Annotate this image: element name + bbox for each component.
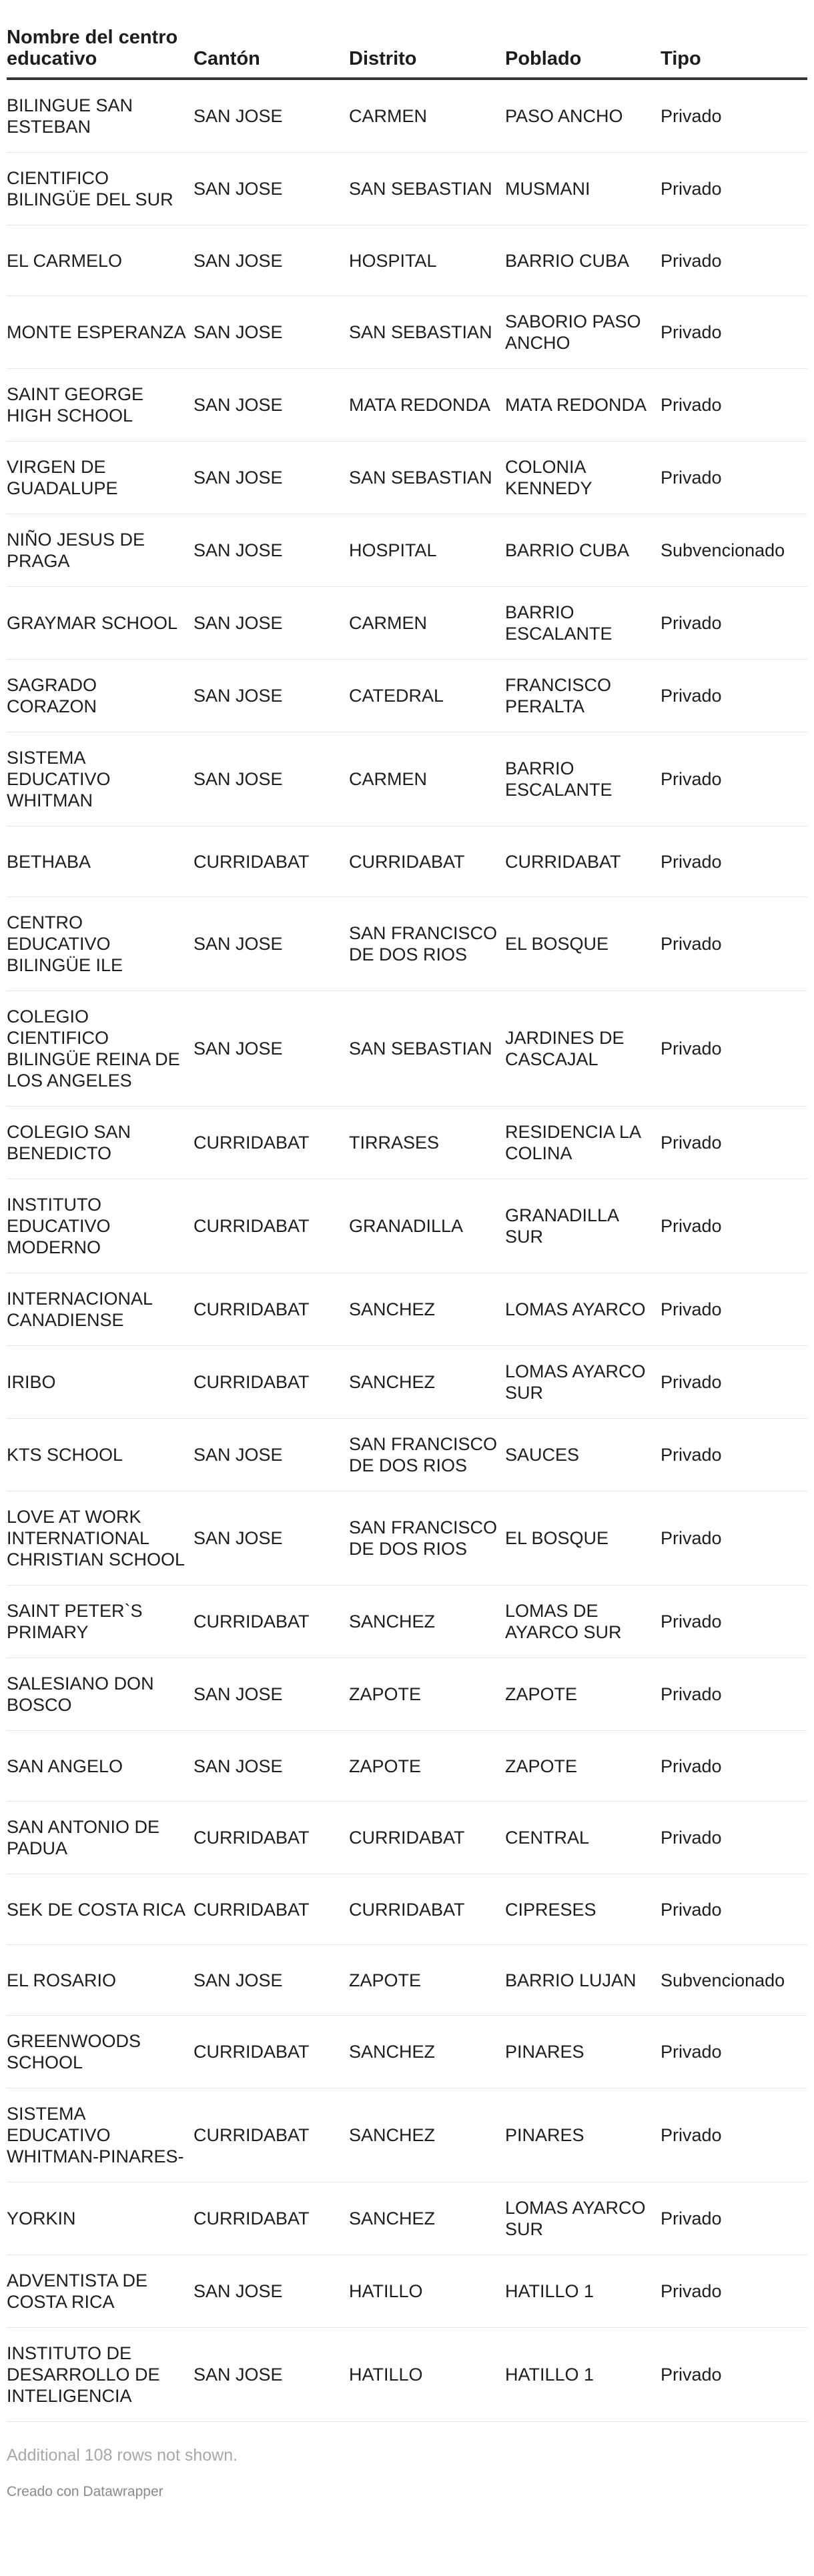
cell-tipo: Privado xyxy=(661,587,807,660)
cell-tipo: Privado xyxy=(661,1491,807,1585)
table-row xyxy=(7,369,807,442)
cell-canton: SAN JOSE xyxy=(193,2328,349,2422)
table-row xyxy=(7,2328,807,2422)
cell-canton: SAN JOSE xyxy=(193,991,349,1107)
table-row xyxy=(7,1491,807,1585)
table-row xyxy=(7,732,807,826)
cell-nombre: COLEGIO SAN BENEDICTO xyxy=(7,1107,193,1179)
table-row xyxy=(7,442,807,514)
cell-tipo: Privado xyxy=(661,1731,807,1802)
cell-canton: CURRIDABAT xyxy=(193,826,349,897)
cell-distrito: MATA REDONDA xyxy=(349,369,505,442)
table-row xyxy=(7,1658,807,1731)
cell-canton: CURRIDABAT xyxy=(193,1874,349,1945)
cell-distrito: CURRIDABAT xyxy=(349,826,505,897)
cell-distrito: SANCHEZ xyxy=(349,2016,505,2088)
cell-nombre: GRAYMAR SCHOOL xyxy=(7,587,193,660)
cell-nombre: SAN ANGELO xyxy=(7,1731,193,1802)
table-row xyxy=(7,2016,807,2088)
cell-tipo: Subvencionado xyxy=(661,514,807,587)
cell-tipo: Privado xyxy=(661,369,807,442)
column-header-poblado[interactable]: Poblado xyxy=(505,27,661,79)
cell-nombre: CIENTIFICO BILINGÜE DEL SUR xyxy=(7,153,193,225)
cell-nombre: KTS SCHOOL xyxy=(7,1419,193,1491)
cell-canton: SAN JOSE xyxy=(193,1658,349,1731)
cell-canton: SAN JOSE xyxy=(193,1491,349,1585)
cell-nombre: LOVE AT WORK INTERNATIONAL CHRISTIAN SCHOOL xyxy=(7,1491,193,1585)
cell-canton: SAN JOSE xyxy=(193,514,349,587)
cell-distrito: CARMEN xyxy=(349,587,505,660)
cell-distrito: ZAPOTE xyxy=(349,1731,505,1802)
cell-poblado: RESIDENCIA LA COLINA xyxy=(505,1107,661,1179)
cell-distrito: CURRIDABAT xyxy=(349,1802,505,1874)
cell-poblado: CURRIDABAT xyxy=(505,826,661,897)
cell-poblado: ZAPOTE xyxy=(505,1731,661,1802)
table-row xyxy=(7,1585,807,1658)
cell-nombre: NIÑO JESUS DE PRAGA xyxy=(7,514,193,587)
cell-distrito: SAN FRANCISCO DE DOS RIOS xyxy=(349,1419,505,1491)
cell-distrito: HOSPITAL xyxy=(349,225,505,296)
cell-tipo: Subvencionado xyxy=(661,1945,807,2016)
cell-poblado: CENTRAL xyxy=(505,1802,661,1874)
cell-nombre: SISTEMA EDUCATIVO WHITMAN xyxy=(7,732,193,826)
cell-poblado: BARRIO ESCALANTE xyxy=(505,732,661,826)
table-row xyxy=(7,1179,807,1273)
cell-nombre: EL CARMELO xyxy=(7,225,193,296)
cell-nombre: COLEGIO CIENTIFICO BILINGÜE REINA DE LOS ANGELES xyxy=(7,991,193,1107)
cell-poblado: BARRIO ESCALANTE xyxy=(505,587,661,660)
cell-poblado: GRANADILLA SUR xyxy=(505,1179,661,1273)
table-row xyxy=(7,897,807,991)
cell-poblado: LOMAS AYARCO xyxy=(505,1273,661,1346)
table-row xyxy=(7,2088,807,2182)
cell-nombre: INSTITUTO DE DESARROLLO DE INTELIGENCIA xyxy=(7,2328,193,2422)
datawrapper-credit: Creado con Datawrapper xyxy=(7,2484,163,2499)
cell-canton: SAN JOSE xyxy=(193,732,349,826)
cell-distrito: ZAPOTE xyxy=(349,1658,505,1731)
cell-canton: CURRIDABAT xyxy=(193,1802,349,1874)
cell-nombre: MONTE ESPERANZA xyxy=(7,296,193,369)
cell-canton: SAN JOSE xyxy=(193,660,349,732)
cell-nombre: SEK DE COSTA RICA xyxy=(7,1874,193,1945)
datawrapper-table-widget xyxy=(0,27,801,2500)
table-row xyxy=(7,1419,807,1491)
cell-poblado: JARDINES DE CASCAJAL xyxy=(505,991,661,1107)
cell-nombre: SAINT PETER`S PRIMARY xyxy=(7,1585,193,1658)
cell-tipo: Privado xyxy=(661,1419,807,1491)
cell-poblado: LOMAS DE AYARCO SUR xyxy=(505,1585,661,1658)
cell-canton: SAN JOSE xyxy=(193,442,349,514)
cell-canton: SAN JOSE xyxy=(193,225,349,296)
cell-canton: SAN JOSE xyxy=(193,296,349,369)
table-row xyxy=(7,1107,807,1179)
cell-tipo: Privado xyxy=(661,1874,807,1945)
cell-nombre: VIRGEN DE GUADALUPE xyxy=(7,442,193,514)
cell-distrito: SANCHEZ xyxy=(349,1273,505,1346)
cell-tipo: Privado xyxy=(661,2088,807,2182)
cell-canton: SAN JOSE xyxy=(193,2255,349,2328)
table-row xyxy=(7,2255,807,2328)
cell-tipo: Privado xyxy=(661,732,807,826)
cell-canton: SAN JOSE xyxy=(193,369,349,442)
cell-tipo: Privado xyxy=(661,1802,807,1874)
cell-tipo: Privado xyxy=(661,1179,807,1273)
cell-tipo: Privado xyxy=(661,1107,807,1179)
table-row xyxy=(7,587,807,660)
cell-poblado: LOMAS AYARCO SUR xyxy=(505,1346,661,1419)
table-row xyxy=(7,660,807,732)
table-row xyxy=(7,1945,807,2016)
cell-poblado: FRANCISCO PERALTA xyxy=(505,660,661,732)
table-row xyxy=(7,1731,807,1802)
cell-canton: CURRIDABAT xyxy=(193,1346,349,1419)
cell-poblado: PINARES xyxy=(505,2088,661,2182)
cell-tipo: Privado xyxy=(661,2016,807,2088)
cell-poblado: SAUCES xyxy=(505,1419,661,1491)
cell-distrito: SANCHEZ xyxy=(349,1346,505,1419)
cell-tipo: Privado xyxy=(661,1585,807,1658)
cell-canton: CURRIDABAT xyxy=(193,2182,349,2255)
cell-tipo: Privado xyxy=(661,225,807,296)
cell-poblado: BARRIO LUJAN xyxy=(505,1945,661,2016)
cell-distrito: TIRRASES xyxy=(349,1107,505,1179)
cell-poblado: BARRIO CUBA xyxy=(505,514,661,587)
cell-nombre: ADVENTISTA DE COSTA RICA xyxy=(7,2255,193,2328)
cell-poblado: MATA REDONDA xyxy=(505,369,661,442)
table-row xyxy=(7,1874,807,1945)
cell-canton: SAN JOSE xyxy=(193,153,349,225)
cell-poblado: HATILLO 1 xyxy=(505,2328,661,2422)
table-row xyxy=(7,296,807,369)
cell-distrito: SAN SEBASTIAN xyxy=(349,296,505,369)
cell-nombre: SISTEMA EDUCATIVO WHITMAN-PINARES- xyxy=(7,2088,193,2182)
cell-distrito: SAN FRANCISCO DE DOS RIOS xyxy=(349,897,505,991)
cell-canton: CURRIDABAT xyxy=(193,2088,349,2182)
cell-distrito: GRANADILLA xyxy=(349,1179,505,1273)
cell-tipo: Privado xyxy=(661,826,807,897)
cell-canton: SAN JOSE xyxy=(193,897,349,991)
cell-distrito: CURRIDABAT xyxy=(349,1874,505,1945)
cell-canton: SAN JOSE xyxy=(193,587,349,660)
cell-distrito: HOSPITAL xyxy=(349,514,505,587)
cell-nombre: SAN ANTONIO DE PADUA xyxy=(7,1802,193,1874)
cell-nombre: INTERNACIONAL CANADIENSE xyxy=(7,1273,193,1346)
cell-distrito: HATILLO xyxy=(349,2328,505,2422)
cell-canton: CURRIDABAT xyxy=(193,1107,349,1179)
table-row xyxy=(7,826,807,897)
cell-nombre: YORKIN xyxy=(7,2182,193,2255)
cell-tipo: Privado xyxy=(661,991,807,1107)
cell-nombre: BETHABA xyxy=(7,826,193,897)
cell-nombre: SAGRADO CORAZON xyxy=(7,660,193,732)
cell-tipo: Privado xyxy=(661,897,807,991)
cell-tipo: Privado xyxy=(661,2182,807,2255)
cell-canton: CURRIDABAT xyxy=(193,2016,349,2088)
table-header xyxy=(7,27,807,79)
cell-poblado: COLONIA KENNEDY xyxy=(505,442,661,514)
cell-tipo: Privado xyxy=(661,2328,807,2422)
table-row xyxy=(7,153,807,225)
cell-distrito: HATILLO xyxy=(349,2255,505,2328)
cell-canton: SAN JOSE xyxy=(193,1419,349,1491)
cell-canton: CURRIDABAT xyxy=(193,1273,349,1346)
cell-poblado: EL BOSQUE xyxy=(505,1491,661,1585)
cell-poblado: EL BOSQUE xyxy=(505,897,661,991)
column-header-nombre[interactable]: Nombre del centro educativo xyxy=(7,27,193,79)
table-row xyxy=(7,1346,807,1419)
cell-tipo: Privado xyxy=(661,2255,807,2328)
table-body xyxy=(7,79,807,2422)
cell-distrito: SANCHEZ xyxy=(349,1585,505,1658)
table-row xyxy=(7,1802,807,1874)
cell-poblado: PINARES xyxy=(505,2016,661,2088)
cell-tipo: Privado xyxy=(661,153,807,225)
cell-tipo: Privado xyxy=(661,79,807,153)
cell-distrito: SAN SEBASTIAN xyxy=(349,991,505,1107)
cell-distrito: CARMEN xyxy=(349,732,505,826)
column-header-distrito[interactable]: Distrito xyxy=(349,27,505,79)
cell-nombre: GREENWOODS SCHOOL xyxy=(7,2016,193,2088)
header-row xyxy=(7,27,807,79)
cell-tipo: Privado xyxy=(661,296,807,369)
cell-distrito: SANCHEZ xyxy=(349,2182,505,2255)
table-row xyxy=(7,225,807,296)
column-header-canton[interactable]: Cantón xyxy=(193,27,349,79)
cell-poblado: LOMAS AYARCO SUR xyxy=(505,2182,661,2255)
cell-distrito: CARMEN xyxy=(349,79,505,153)
cell-canton: CURRIDABAT xyxy=(193,1179,349,1273)
schools-table xyxy=(7,27,807,2422)
table-row xyxy=(7,991,807,1107)
table-row xyxy=(7,2182,807,2255)
cell-poblado: HATILLO 1 xyxy=(505,2255,661,2328)
cell-poblado: SABORIO PASO ANCHO xyxy=(505,296,661,369)
rows-not-shown-note: Additional 108 rows not shown. xyxy=(7,2446,238,2465)
table-row xyxy=(7,514,807,587)
cell-canton: SAN JOSE xyxy=(193,1731,349,1802)
cell-tipo: Privado xyxy=(661,1658,807,1731)
cell-nombre: CENTRO EDUCATIVO BILINGÜE ILE xyxy=(7,897,193,991)
table-row xyxy=(7,79,807,153)
cell-tipo: Privado xyxy=(661,442,807,514)
cell-nombre: SAINT GEORGE HIGH SCHOOL xyxy=(7,369,193,442)
cell-nombre: EL ROSARIO xyxy=(7,1945,193,2016)
cell-poblado: BARRIO CUBA xyxy=(505,225,661,296)
cell-canton: SAN JOSE xyxy=(193,79,349,153)
cell-distrito: ZAPOTE xyxy=(349,1945,505,2016)
cell-tipo: Privado xyxy=(661,1346,807,1419)
cell-tipo: Privado xyxy=(661,1273,807,1346)
cell-poblado: ZAPOTE xyxy=(505,1658,661,1731)
cell-canton: SAN JOSE xyxy=(193,1945,349,2016)
cell-distrito: SAN FRANCISCO DE DOS RIOS xyxy=(349,1491,505,1585)
cell-distrito: SAN SEBASTIAN xyxy=(349,442,505,514)
cell-distrito: SANCHEZ xyxy=(349,2088,505,2182)
cell-poblado: MUSMANI xyxy=(505,153,661,225)
cell-poblado: PASO ANCHO xyxy=(505,79,661,153)
cell-nombre: IRIBO xyxy=(7,1346,193,1419)
cell-nombre: SALESIANO DON BOSCO xyxy=(7,1658,193,1731)
cell-distrito: SAN SEBASTIAN xyxy=(349,153,505,225)
cell-tipo: Privado xyxy=(661,660,807,732)
cell-nombre: INSTITUTO EDUCATIVO MODERNO xyxy=(7,1179,193,1273)
cell-poblado: CIPRESES xyxy=(505,1874,661,1945)
cell-nombre: BILINGUE SAN ESTEBAN xyxy=(7,79,193,153)
column-header-tipo[interactable]: Tipo xyxy=(661,27,807,79)
cell-distrito: CATEDRAL xyxy=(349,660,505,732)
cell-canton: CURRIDABAT xyxy=(193,1585,349,1658)
table-row xyxy=(7,1273,807,1346)
